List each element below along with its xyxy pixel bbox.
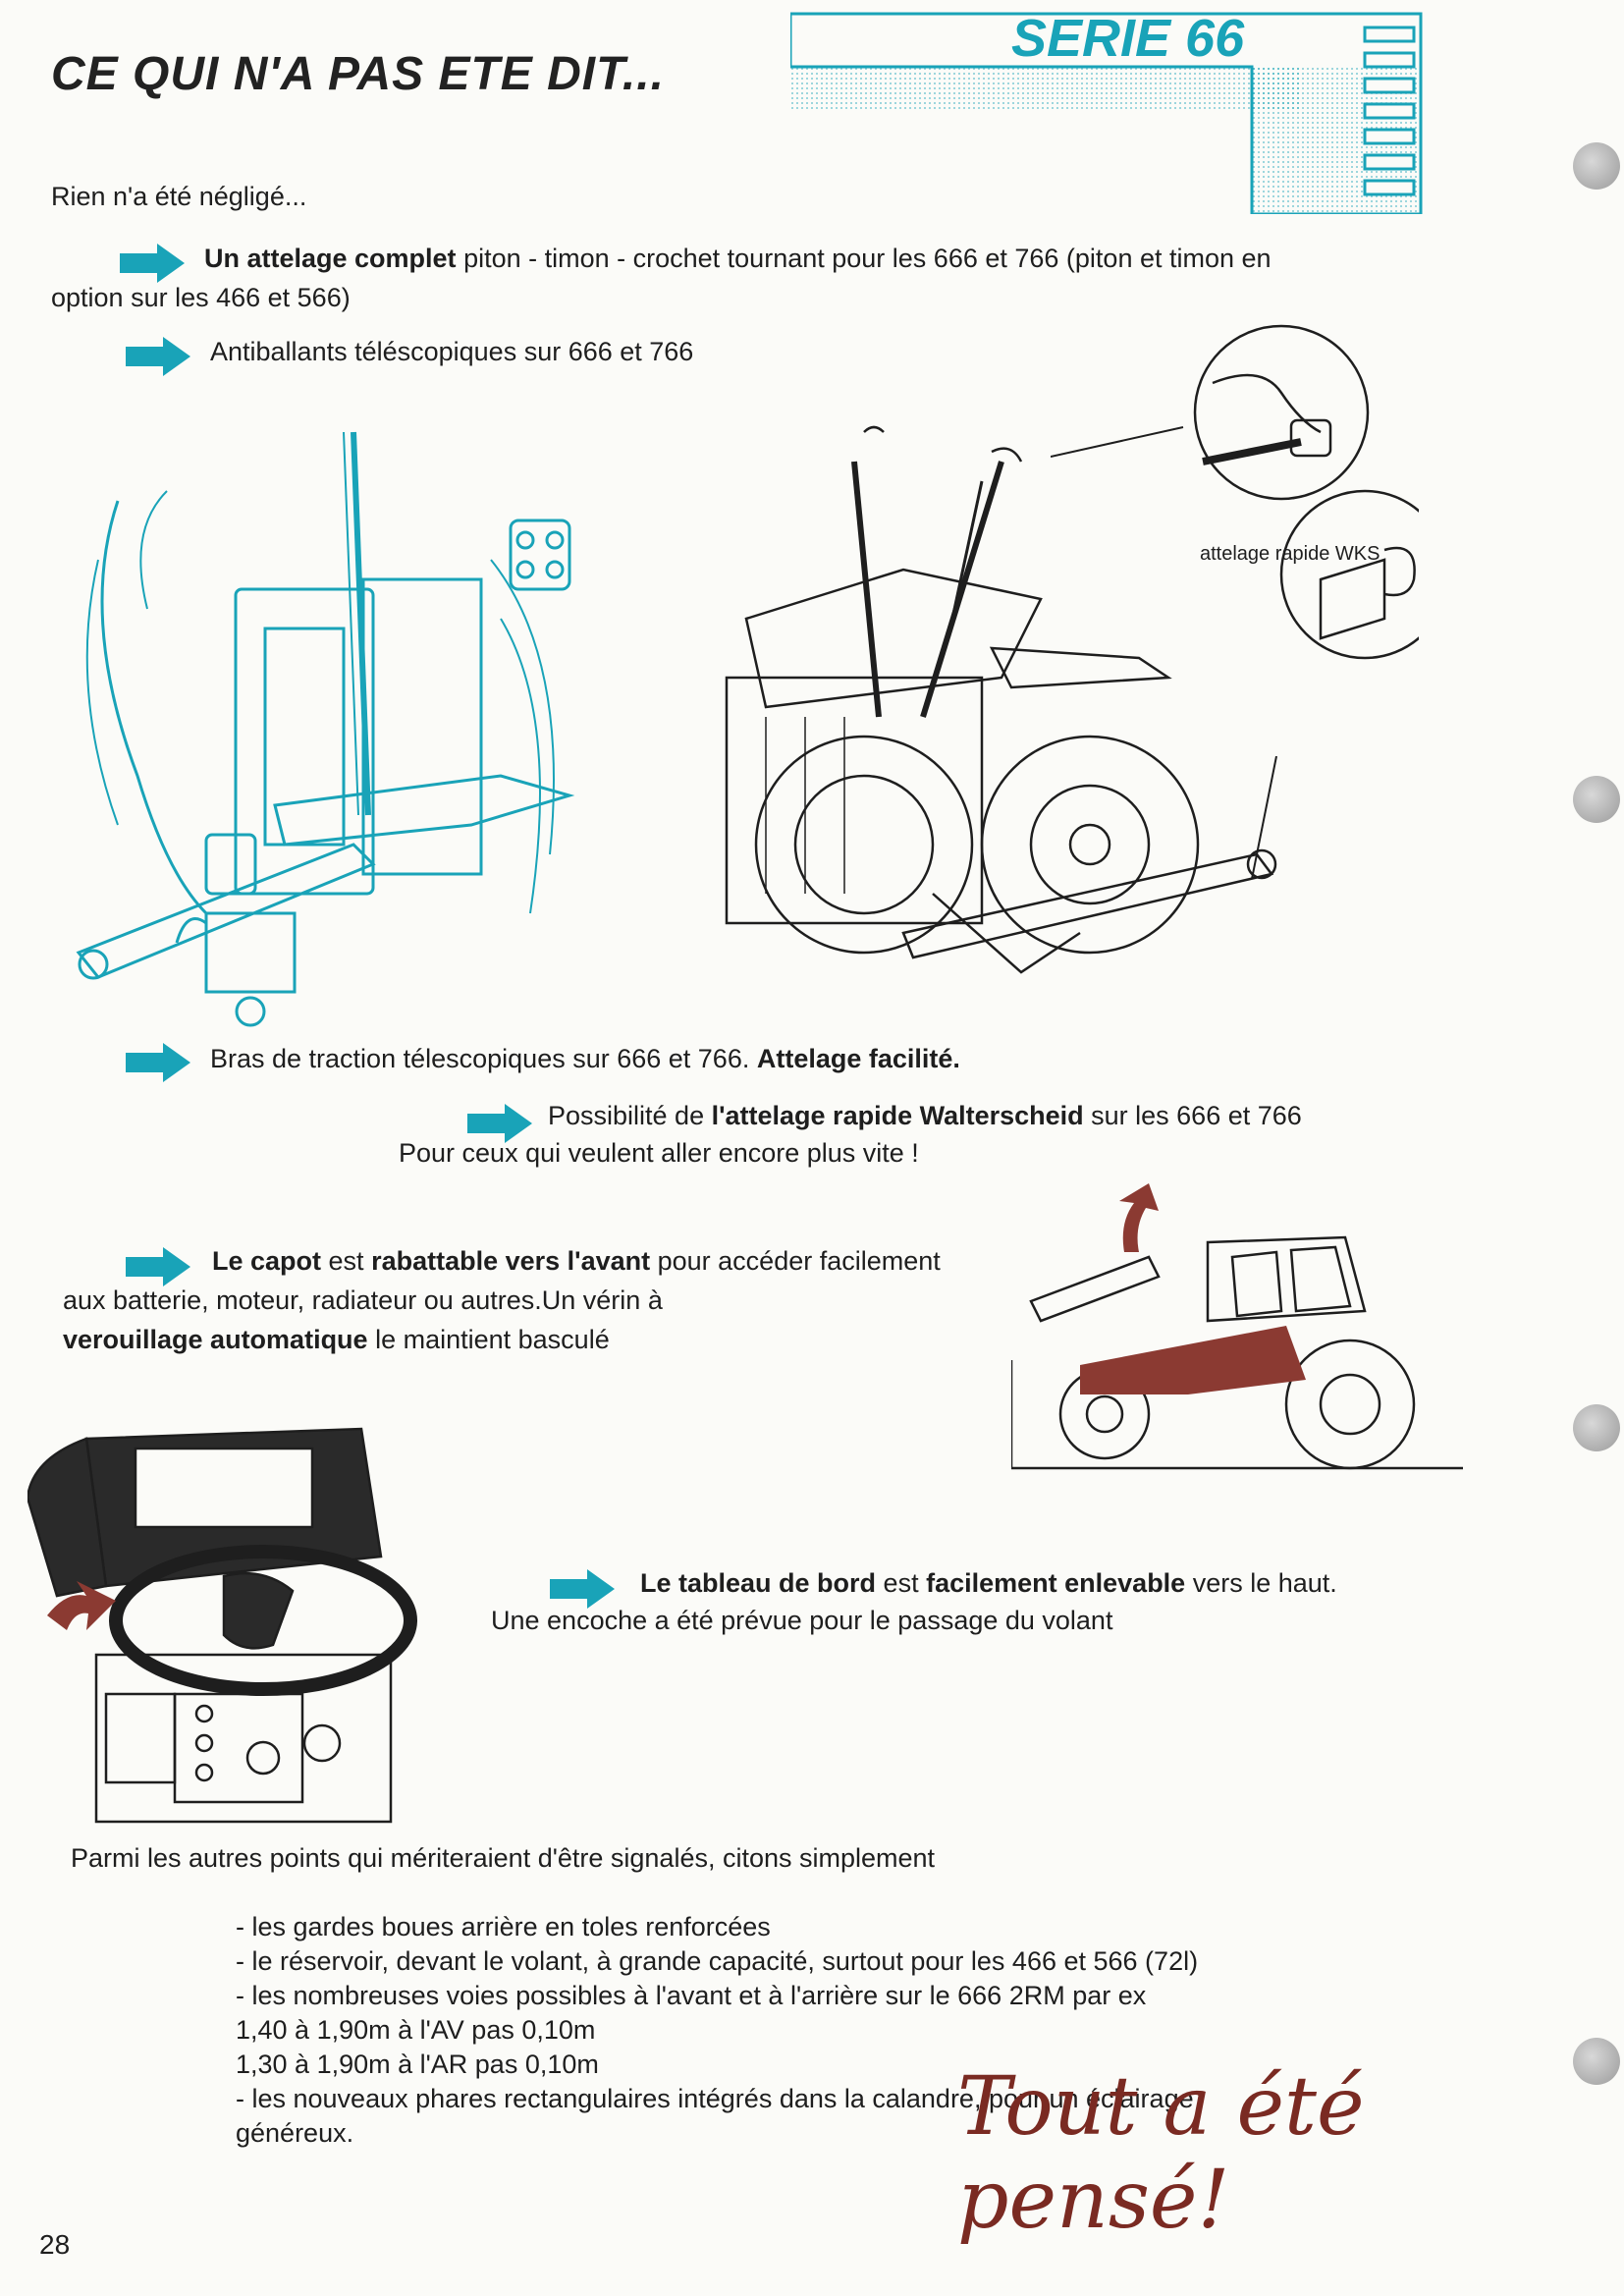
- page-title: CE QUI N'A PAS ETE DIT...: [51, 48, 665, 100]
- caption-wks: attelage rapide WKS: [1200, 543, 1380, 565]
- feature-bras: Bras de traction télescopiques sur 666 et 766. Attelage facilité.: [210, 1044, 960, 1073]
- list-item: - le réservoir, devant le volant, à grande capacité, surtout pour les 466 et 566 (72l): [236, 1946, 1199, 1976]
- list-item: - les nouveaux phares rectangulaires intégrés dans la calandre, pour un éclairage: [236, 2084, 1194, 2113]
- inset-pointer-line: [1222, 756, 1281, 884]
- feature-antiballants: Antiballants téléscopiques sur 666 et 766: [210, 337, 694, 366]
- feature-attelage-line2: option sur les 466 et 566): [51, 283, 351, 312]
- others-intro: Parmi les autres points qui mériteraient d'être signalés, citons simplement: [71, 1843, 936, 1873]
- dashboard-illustration: [27, 1419, 479, 1831]
- serie-badge: SERIE 66: [1011, 9, 1245, 68]
- list-item: - les gardes boues arrière en toles renforcées: [236, 1912, 771, 1941]
- binder-hole: [1573, 142, 1620, 190]
- list-item: généreux.: [236, 2118, 354, 2148]
- cyan-arrow-icon: [126, 1247, 190, 1286]
- page-number: 28: [39, 2229, 71, 2260]
- inset-pointer-line: [1051, 422, 1188, 462]
- cyan-arrow-icon: [126, 1043, 190, 1082]
- feature-walterscheid-line2: Pour ceux qui veulent aller encore plus vite !: [399, 1138, 919, 1168]
- feature-attelage: Un attelage complet piton - timon - crochet tournant pour les 666 et 766 (piton et timon en: [204, 244, 1272, 273]
- feature-capot: Le capot est rabattable vers l'avant pour accéder facilement: [212, 1246, 941, 1276]
- feature-capot-line3: verouillage automatique le maintient basculé: [63, 1325, 610, 1354]
- list-item: 1,30 à 1,90m à l'AR pas 0,10m: [236, 2050, 599, 2079]
- binder-hole: [1573, 1404, 1620, 1451]
- feature-walterscheid: Possibilité de l'attelage rapide Walterscheid sur les 666 et 766: [548, 1101, 1302, 1130]
- feature-capot-line2: aux batterie, moteur, radiateur ou autres.Un vérin à: [63, 1285, 663, 1315]
- feature-tableau-line2: Une encoche a été prévue pour le passage du volant: [491, 1606, 1113, 1635]
- binder-hole: [1573, 776, 1620, 823]
- hitch-illustration-cyan: [59, 363, 609, 1031]
- slogan: Tout a été pensé!: [957, 2060, 1365, 2247]
- intro-text: Rien n'a été négligé...: [51, 182, 307, 211]
- list-item: 1,40 à 1,90m à l'AV pas 0,10m: [236, 2015, 596, 2045]
- binder-hole: [1573, 2038, 1620, 2085]
- wks-inset: [1173, 324, 1419, 697]
- feature-tableau: Le tableau de bord est facilement enlevable vers le haut.: [640, 1568, 1337, 1598]
- tractor-illustration: [1011, 1183, 1463, 1478]
- list-item: - les nombreuses voies possibles à l'avant et à l'arrière sur le 666 2RM par ex: [236, 1981, 1147, 2010]
- cyan-arrow-icon: [120, 244, 185, 283]
